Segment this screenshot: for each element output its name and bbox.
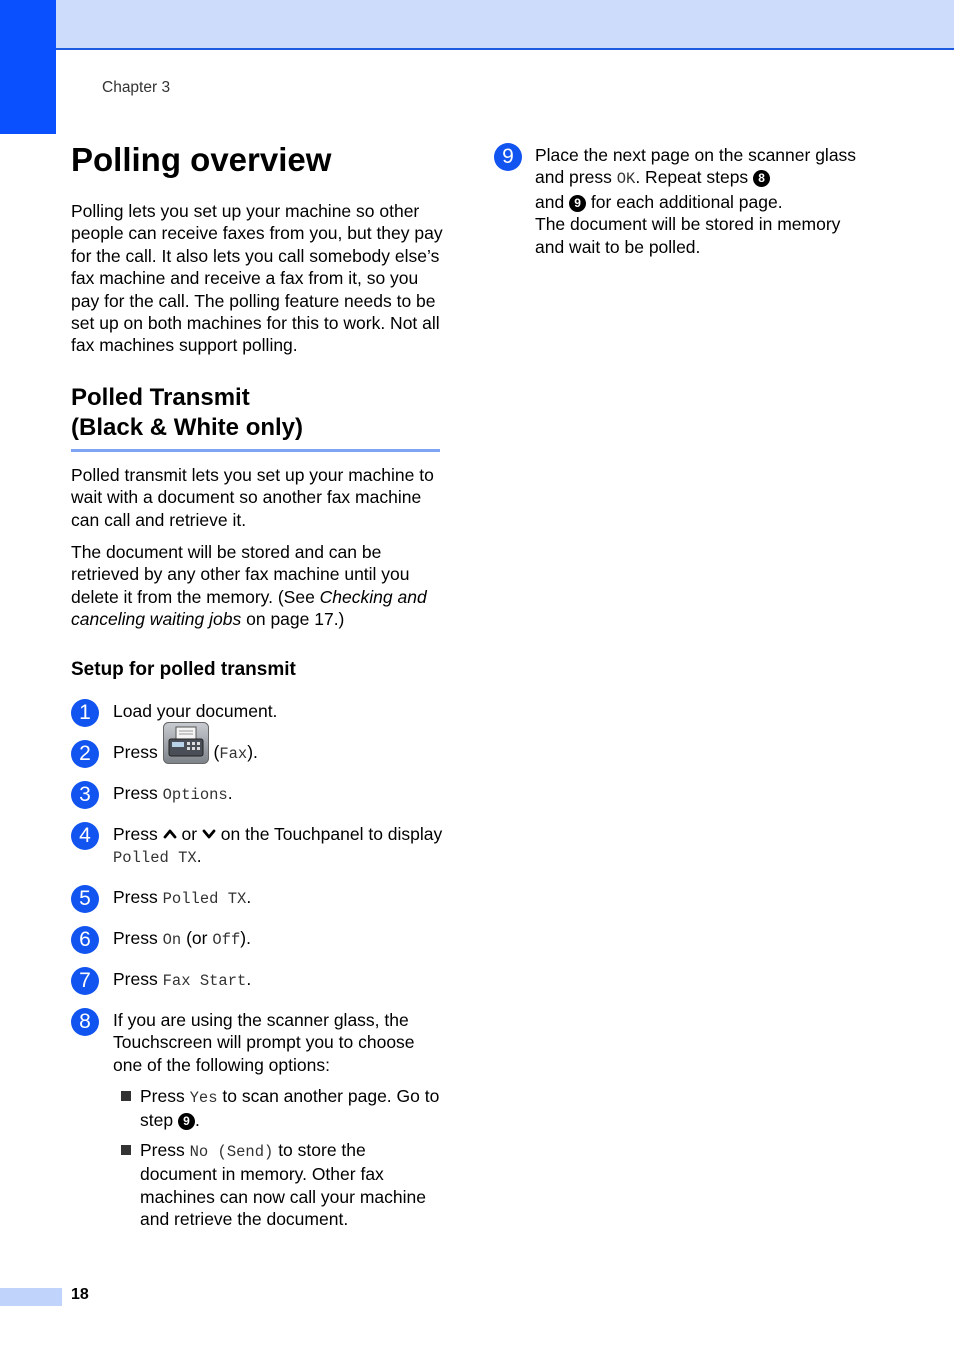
step-7 xyxy=(71,968,443,992)
step-text-and: and xyxy=(535,191,570,212)
option-no-send xyxy=(121,1139,443,1231)
step-text-close: ). xyxy=(247,742,258,762)
para2-text-b: on page 17.) xyxy=(241,609,345,630)
step-text-end: ). xyxy=(240,928,251,948)
step-text xyxy=(535,144,874,258)
section-heading xyxy=(71,383,440,452)
step-text-pre: Press xyxy=(113,887,163,907)
step-number: 4 xyxy=(71,822,99,850)
polled-tx-key-label: Polled TX xyxy=(162,890,247,908)
step-text-end: for each additional page. xyxy=(586,191,783,212)
step-ref-9: 9 xyxy=(178,1113,195,1130)
para2-text-a: The document will be stored and can be retrieved by any other fax machine until you delete it from the memory. (See xyxy=(71,542,410,607)
step-text xyxy=(113,968,443,992)
step-text-end: . xyxy=(227,783,233,803)
step-text-mid: (or xyxy=(181,928,213,948)
option-text xyxy=(140,1139,443,1231)
step-number: 5 xyxy=(71,885,99,913)
subsection-heading: Setup for polled transmit xyxy=(71,659,296,680)
section-paragraph-2 xyxy=(71,541,443,631)
step-ref-8: 8 xyxy=(753,170,770,187)
step-text-end: . xyxy=(196,846,202,867)
step-text-pre: Press xyxy=(113,783,163,803)
step-6 xyxy=(71,927,443,951)
step-text xyxy=(113,886,443,910)
step-text-pre: Place the next page on the scanner glass and press xyxy=(535,145,857,188)
step-number: 3 xyxy=(71,781,99,809)
step-text-pre: Press xyxy=(113,824,163,844)
step-5 xyxy=(71,886,443,910)
step-text-or: or xyxy=(176,824,202,844)
step-text-end: . xyxy=(246,887,252,907)
step-text xyxy=(113,927,443,951)
chapter-label: Chapter 3 xyxy=(102,79,171,96)
step-text xyxy=(113,823,443,870)
yes-key-label: Yes xyxy=(189,1089,218,1107)
step-text-pre: Press xyxy=(113,742,163,762)
options-key-label: Options xyxy=(162,786,228,804)
step-text xyxy=(113,741,443,765)
step-3 xyxy=(71,782,443,806)
on-key-label: On xyxy=(162,931,182,949)
page-title: Polling overview xyxy=(71,141,332,178)
option-text-end: . xyxy=(194,1110,200,1131)
step-1 xyxy=(71,700,443,722)
fax-machine-icon xyxy=(163,722,209,764)
step-8 xyxy=(71,1009,443,1076)
step-number: 1 xyxy=(71,699,99,727)
section-heading-line1: Polled Transmit xyxy=(71,384,250,411)
section-heading-line2: (Black & White only) xyxy=(71,414,304,441)
step-text: Load your document. xyxy=(113,701,278,721)
step-text-end: . xyxy=(246,969,252,989)
intro-paragraph: Polling lets you set up your machine so other people can receive faxes from you, but they pay for the call. It also lets you call somebody else’s fax machine and receive a fax from it, so you pay for the call. The polling feature needs to be set up on both machines for this to work. Not all fax machines support polling. xyxy=(71,201,443,356)
option-yes xyxy=(121,1085,443,1132)
option-text-mid: to scan another page. Go to step xyxy=(140,1086,440,1131)
step-number: 6 xyxy=(71,926,99,954)
step-number: 9 xyxy=(494,143,522,171)
step-text-mid: . Repeat steps xyxy=(635,167,754,188)
page-tab xyxy=(0,1288,62,1306)
option-text-end: to store the document in memory. Other fax machines can now call your machine and retrieve the document. xyxy=(140,1140,426,1230)
page-number: 18 xyxy=(71,1286,89,1303)
step-text xyxy=(113,782,443,806)
option-text-pre: Press xyxy=(140,1140,190,1160)
step-text-pre: Press xyxy=(113,969,163,989)
step-9 xyxy=(494,144,874,258)
section-paragraph-1: Polled transmit lets you set up your machine to wait with a document so another fax machine can call and retrieve it. xyxy=(71,465,434,530)
bullet-square-icon xyxy=(121,1091,131,1101)
fax-key-label: Fax xyxy=(219,745,248,763)
no-send-key-label: No (Send) xyxy=(189,1143,274,1161)
step-ref-9: 9 xyxy=(569,195,586,212)
header-band xyxy=(0,0,954,50)
step-text: If you are using the scanner glass, the Touchscreen will prompt you to choose one of the following options: xyxy=(113,1010,415,1075)
cross-reference-link[interactable]: Checking and canceling waiting jobs xyxy=(71,586,427,630)
chevron-down-icon xyxy=(202,824,216,838)
step-number: 2 xyxy=(71,740,99,768)
step-2 xyxy=(71,741,443,765)
step-text-mid: on the Touchpanel to display xyxy=(215,824,443,844)
chapter-tab xyxy=(0,0,56,134)
option-text-pre: Press xyxy=(140,1086,190,1106)
step-text-open: ( xyxy=(208,742,220,762)
ok-key-label: OK xyxy=(616,170,636,189)
fax-start-key-label: Fax Start xyxy=(162,972,247,990)
option-text xyxy=(140,1085,443,1132)
step-number: 8 xyxy=(71,1008,99,1036)
bullet-square-icon xyxy=(121,1145,131,1155)
step-text-pre: Press xyxy=(113,928,163,948)
polled-tx-label: Polled TX xyxy=(113,849,197,868)
off-key-label: Off xyxy=(212,931,241,949)
step-text-line2: The document will be stored in memory and wait to be polled. xyxy=(535,214,841,257)
step-number: 7 xyxy=(71,967,99,995)
chevron-up-icon xyxy=(163,824,177,838)
step-4 xyxy=(71,823,443,870)
